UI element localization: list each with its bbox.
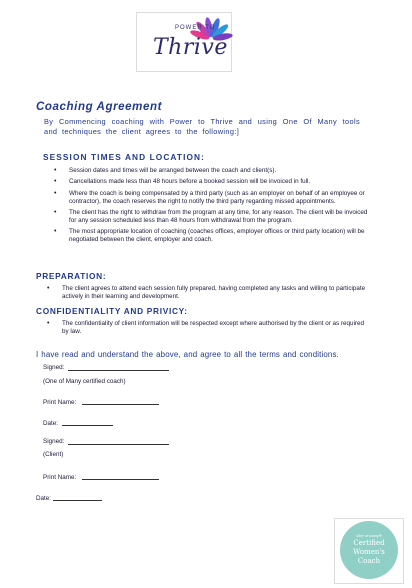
list-item: • The confidentiality of client information will be respected except where authorised by the client or as required by law.: [47, 320, 365, 336]
badge-line-2: Women's: [353, 548, 385, 556]
intro-paragraph: By Commencing coaching with Power to Thrive and using One Of Many tools and techniques the client agrees to the following:]: [44, 117, 360, 136]
client-signed-label: Signed:: [43, 438, 65, 445]
list-item: • Where the coach is being compensated by a third party (such as an employer on behalf of an employee or contractor), the coach reserves the right to notify the third party regarding missed appointments.: [54, 189, 365, 205]
bullet-icon: •: [54, 208, 57, 216]
list-item: • The client agrees to attend each session fully prepared, having completed any tasks and willing to participate actively in their learning and development.: [47, 285, 366, 301]
client-print-name-line[interactable]: [82, 479, 159, 480]
badge-top-text: One of many®: [356, 533, 382, 538]
bullet-icon: •: [54, 178, 57, 186]
logo-top-text: POWER TO: [175, 25, 216, 31]
power-to-thrive-logo: [136, 12, 232, 72]
list-item: • Cancellations made less than 48 hours before a booked session will be invoiced in full.: [54, 178, 311, 186]
client-date-label: Date:: [36, 495, 52, 502]
section-heading-confidentiality: CONFIDENTIALITY AND PRIVICY:: [36, 306, 188, 316]
bullet-icon: •: [54, 167, 57, 174]
client-print-name-label: Print Name:: [43, 474, 77, 481]
certified-coach-badge: [334, 518, 404, 584]
list-item: • Session dates and times will be arranged between the coach and client(s).: [54, 167, 277, 174]
logo-main-text: Thrive: [153, 35, 228, 60]
section-heading-preparation: PREPARATION:: [36, 271, 107, 281]
badge-circle: [340, 521, 398, 579]
client-signature-line[interactable]: [68, 444, 169, 445]
coach-print-name-label: Print Name:: [43, 399, 77, 406]
badge-line-1: Certified: [353, 539, 385, 547]
bullet-icon: •: [47, 285, 50, 292]
declaration-text: I have read and understand the above, and agree to all the terms and conditions.: [36, 350, 339, 359]
section-heading-session: SESSION TIMES AND LOCATION:: [43, 152, 205, 162]
coach-signature-line[interactable]: [68, 370, 169, 371]
session-list: [54, 167, 376, 248]
coach-note: (One of Many certified coach): [43, 378, 126, 385]
badge-line-3: Coach: [357, 557, 381, 565]
list-item: • The client has the right to withdraw from the program at any time, for any reason. The client will be invoiced for any session scheduled less than 48 hours from withdrawal from the program.: [54, 208, 368, 225]
confidentiality-list: [47, 320, 369, 339]
client-date-line[interactable]: [53, 500, 102, 501]
coach-print-name-line[interactable]: [82, 404, 159, 405]
page-title: Coaching Agreement: [36, 101, 163, 113]
coach-date-label: Date:: [43, 420, 59, 427]
bullet-icon: •: [54, 228, 57, 236]
bullet-icon: •: [47, 320, 50, 327]
client-note: (Client): [43, 451, 64, 458]
bullet-icon: •: [54, 189, 57, 197]
preparation-list: [47, 285, 369, 304]
list-item: • The most appropriate location of coaching (coaches offices, employer offices or third party location) will be negotiated between the client, employer and coach.: [54, 228, 365, 244]
coach-date-line[interactable]: [62, 425, 113, 426]
coach-signed-label: Signed:: [43, 364, 65, 371]
